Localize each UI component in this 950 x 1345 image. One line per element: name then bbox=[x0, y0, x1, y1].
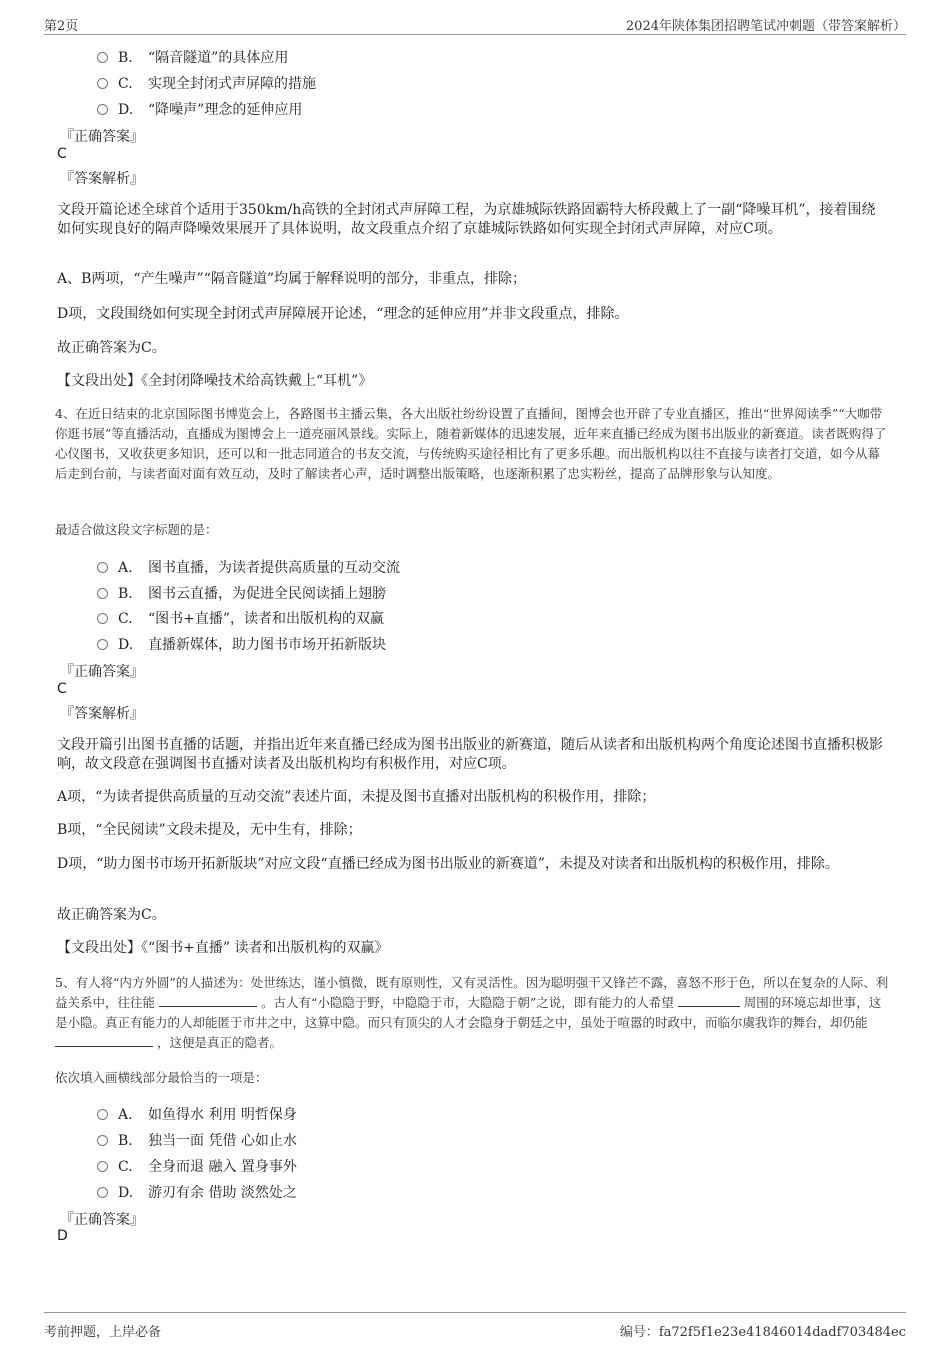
q3-option-d[interactable]: D. “降噪声”理念的延伸应用 bbox=[97, 99, 302, 119]
q5-option-d[interactable]: D. 游刃有余 借助 淡然处之 bbox=[97, 1182, 297, 1202]
q3-analysis-ab: A、B两项，“产生噪声”“隔音隧道”均属于解释说明的部分，非重点，排除； bbox=[57, 271, 527, 287]
fill-blank-2 bbox=[678, 994, 740, 1007]
q4-option-b[interactable]: B. 图书云直播，为促进全民阅读插上翅膀 bbox=[97, 583, 386, 603]
radio-icon[interactable] bbox=[97, 562, 108, 573]
document-id: 编号：fa72f5f1e23e41846014dadf703484ec bbox=[619, 1325, 906, 1340]
radio-icon[interactable] bbox=[97, 78, 108, 89]
fill-blank-3 bbox=[55, 1034, 153, 1047]
q3-option-b[interactable]: B. “隔音隧道”的具体应用 bbox=[97, 47, 288, 67]
q3-option-c[interactable]: C. 实现全封闭式声屏障的措施 bbox=[97, 73, 316, 93]
q3-analysis-d: D项，文段围绕如何实现全封闭式声屏障展开论述，“理念的延伸应用”并非文段重点，排除。 bbox=[57, 306, 629, 322]
radio-icon[interactable] bbox=[97, 1187, 108, 1198]
q3-analysis-main: 文段开篇论述全球首个适用于350km/h高铁的全封闭式声屏障工程，为京雄城际铁路固霸特大桥段戴上了一副“降噪耳机”，接着围绕如何实现良好的隔声降噪效果展开了具体说明，故文段重点介绍了京雄城际铁路如何实现全封闭式声屏障，对应C项。 bbox=[57, 202, 876, 237]
q4-conclusion: 故正确答案为C。 bbox=[57, 907, 166, 923]
q5-option-c[interactable]: C. 全身而退 融入 置身事外 bbox=[97, 1156, 297, 1176]
radio-icon[interactable] bbox=[97, 639, 108, 650]
q3-answer: C bbox=[57, 146, 67, 162]
q4-analysis-main: 文段开篇引出图书直播的话题，并指出近年来直播已经成为图书出版业的新赛道，随后从读者和出版机构两个角度论述图书直播积极影响，故文段意在强调图书直播对读者及出版机构均有积极作用，对应C项。 bbox=[57, 737, 883, 772]
q5-option-b[interactable]: B. 独当一面 凭借 心如止水 bbox=[97, 1130, 297, 1150]
q5-answer: D bbox=[57, 1228, 68, 1244]
q4-option-c[interactable]: C. “图书+直播”，读者和出版机构的双赢 bbox=[97, 608, 384, 628]
q4-answer-label: 『正确答案』 bbox=[60, 664, 144, 680]
radio-icon[interactable] bbox=[97, 588, 108, 599]
q4-option-a[interactable]: A. 图书直播，为读者提供高质量的互动交流 bbox=[97, 557, 400, 577]
page-header bbox=[44, 12, 906, 35]
q4-analysis-b: B项，“全民阅读”文段未提及，无中生有，排除； bbox=[57, 822, 362, 838]
radio-icon[interactable] bbox=[97, 613, 108, 624]
q4-stem: 4、在近日结束的北京国际图书博览会上，各路图书主播云集，各大出版社纷纷设置了直播间，图博会也开辟了专业直播区，推出“世界阅读季”“大咖带你逛书展”等直播活动，直播成为图博会上一道亮丽风景线。实际上，随着新媒体的迅速发展，近年来直播已经成为图书出版业的新赛道。读者既购得了心仪图书，又收获更多知识，还可以和一批志同道合的书友交流，与传统购买途径相比有了更多乐趣。而出版机构以往不直接与读者打交道，如今从幕后走到台前，与读者面对面有效互动，及时了解读者心声，适时调整出版策略，也逐渐积累了忠实粉丝，提高了品牌形象与认知度。 bbox=[55, 406, 887, 481]
radio-icon[interactable] bbox=[97, 1161, 108, 1172]
q4-answer: C bbox=[57, 681, 67, 697]
q5-stem: 5、有人将“内方外圆”的人描述为：处世练达，谨小慎微，既有原则性，又有灵活性。因为聪明强干又锋芒不露，喜怒不形于色，所以在复杂的人际、利益关系中，往往能 。古人有“小隐隐于野，中隐隐于市，大隐隐于朝”之说，即有能力的人希望 周围的环境忘却世事，这是小隐。真正有能力的人却能匿于市井之中，这算中隐。而只有顶尖的人才会隐身于朝廷之中，虽处于喧嚣的时政中，而临尔虞我诈的舞台，却仍能 ，这便是真正的隐者。 bbox=[55, 975, 889, 1050]
q4-prompt: 最适合做这段文字标题的是： bbox=[55, 522, 218, 537]
q4-analysis-d: D项，“助力图书市场开拓新版块”对应文段“直播已经成为图书出版业的新赛道”，未提及对读者和出版机构的积极作用，排除。 bbox=[57, 856, 839, 872]
radio-icon[interactable] bbox=[97, 104, 108, 115]
radio-icon[interactable] bbox=[97, 1135, 108, 1146]
q4-source: 【文段出处】《“图书+直播” 读者和出版机构的双赢》 bbox=[57, 940, 389, 956]
q3-conclusion: 故正确答案为C。 bbox=[57, 340, 166, 356]
footer-slogan: 考前押题，上岸必备 bbox=[44, 1325, 162, 1340]
radio-icon[interactable] bbox=[97, 1109, 108, 1120]
page-footer bbox=[44, 1312, 906, 1341]
radio-icon[interactable] bbox=[97, 52, 108, 63]
q5-option-a[interactable]: A. 如鱼得水 利用 明哲保身 bbox=[97, 1104, 297, 1124]
q3-analysis-label: 『答案解析』 bbox=[60, 171, 144, 187]
document-title: 2024年陕体集团招聘笔试冲刺题（带答案解析） bbox=[625, 19, 906, 34]
q4-analysis-a: A项，“为读者提供高质量的互动交流”表述片面，未提及图书直播对出版机构的积极作用，排除； bbox=[57, 789, 656, 805]
q5-prompt: 依次填入画横线部分最恰当的一项是： bbox=[55, 1070, 268, 1085]
page-number: 第2页 bbox=[44, 19, 79, 34]
fill-blank-1 bbox=[159, 994, 257, 1007]
q5-answer-label: 『正确答案』 bbox=[60, 1212, 144, 1228]
q3-answer-label: 『正确答案』 bbox=[60, 129, 144, 145]
q4-option-d[interactable]: D. 直播新媒体，助力图书市场开拓新版块 bbox=[97, 634, 386, 654]
q3-source: 【文段出处】《全封闭降噪技术给高铁戴上“耳机”》 bbox=[57, 373, 373, 389]
q4-analysis-label: 『答案解析』 bbox=[60, 706, 144, 722]
